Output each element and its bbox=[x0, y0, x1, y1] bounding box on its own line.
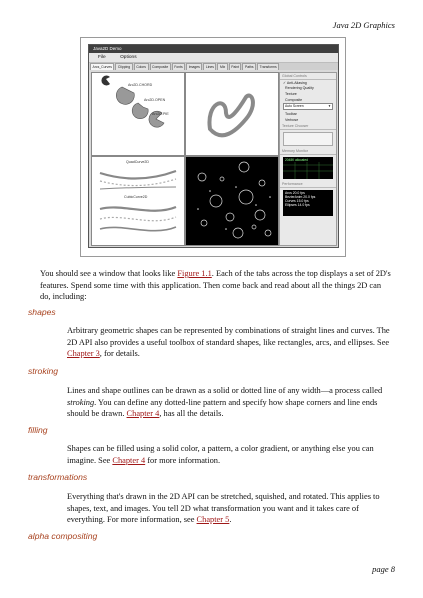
performance-title: Performance bbox=[280, 181, 336, 188]
arc-open-shape bbox=[132, 103, 148, 119]
window-title: Java2D Demo bbox=[89, 45, 338, 53]
term-stroking: stroking bbox=[28, 366, 59, 376]
option-rendering-quality[interactable]: Rendering Quality bbox=[285, 86, 314, 91]
option-verbose[interactable]: Verbose bbox=[285, 117, 299, 122]
term-shapes: shapes bbox=[28, 307, 56, 317]
tab-colors[interactable]: Colors bbox=[134, 63, 149, 70]
stroking-paragraph: Lines and shape outlines can be drawn as a solid or dotted line of any width—a process called stroking. You can define any dotted-line pattern and specify how shape corners and line ends should be drawn. Chapter 4, has all the details. bbox=[67, 386, 383, 419]
tab-transforms[interactable]: Transforms bbox=[257, 63, 279, 70]
arc-open-label: Arc2D.OPEN bbox=[144, 98, 166, 102]
term-alpha-compositing: alpha compositing bbox=[28, 531, 98, 541]
shapes-paragraph: Arbitrary geometric shapes can be represented by combinations of straight lines and curves. The 2D API also provides a useful toolbox of standard shapes, like rectangles, arcs, and ellipses. See Chapter 3, for details. bbox=[67, 326, 390, 359]
option-toolbar[interactable]: Toolbar bbox=[285, 112, 297, 117]
bezier-shape bbox=[186, 73, 278, 155]
option-composite[interactable]: Composite bbox=[285, 97, 303, 102]
transformations-paragraph: Everything that's drawn in the 2D API can be stretched, squished, and rotated. This applies to shapes, text, and images. You tell 2D what transformation you want and it takes care of everything. For more information, see Chapter 5. bbox=[67, 492, 380, 525]
perf-line: Ellipses 14.0 fps bbox=[285, 202, 310, 207]
option-anti-aliasing[interactable]: ✓ Anti-Aliasing bbox=[283, 80, 307, 85]
screen-select[interactable]: Auto Screen ▼ bbox=[283, 103, 333, 110]
arcs-panel bbox=[91, 72, 185, 156]
term-filling: filling bbox=[28, 425, 48, 435]
arc-chord-label: Arc2D.CHORD bbox=[128, 83, 153, 87]
quad-curve-label: QuadCurve2D bbox=[126, 160, 149, 164]
animation-panel bbox=[185, 156, 279, 246]
perf-line: Curves 15.0 fps bbox=[285, 198, 309, 203]
tab-clipping[interactable]: Clipping bbox=[115, 63, 132, 70]
term-transformations: transformations bbox=[28, 472, 88, 482]
arc-pie-label: Arc2D.PIE bbox=[152, 112, 169, 116]
tab-paint[interactable]: Paint bbox=[229, 63, 242, 70]
texture-swatches[interactable] bbox=[283, 132, 333, 146]
perf-line: Arcs 20.0 fps bbox=[285, 190, 305, 195]
cubic-curve-label: CubicCurve2D bbox=[124, 195, 148, 199]
menu-bar bbox=[89, 53, 338, 63]
tab-fonts[interactable]: Fonts bbox=[172, 63, 185, 70]
pacman-shape bbox=[101, 76, 110, 86]
global-controls bbox=[279, 72, 337, 246]
bezier-panel bbox=[185, 72, 279, 156]
chapter-4-link[interactable]: Chapter 4 bbox=[126, 409, 160, 419]
performance-readout bbox=[283, 190, 333, 216]
curves-panel bbox=[91, 156, 185, 246]
chapter-4-link-2[interactable]: Chapter 4 bbox=[112, 455, 146, 465]
arc-chord-shape bbox=[116, 87, 134, 104]
chapter-3-link[interactable]: Chapter 3 bbox=[67, 349, 100, 359]
tab-paths[interactable]: Paths bbox=[242, 63, 256, 70]
demo-tabs bbox=[89, 63, 338, 70]
menu-options[interactable]: Options bbox=[120, 55, 137, 60]
figure-screenshot bbox=[80, 37, 346, 257]
memory-monitor-title: Memory Monitor bbox=[280, 148, 336, 155]
texture-chooser-title: Texture Chooser bbox=[280, 123, 336, 130]
global-controls-title: Global Controls bbox=[280, 73, 336, 80]
tab-lines[interactable]: Lines bbox=[203, 63, 216, 70]
curves-drawing bbox=[92, 157, 184, 245]
option-texture[interactable]: Texture bbox=[285, 91, 297, 96]
memory-grid bbox=[283, 157, 333, 179]
circles-drawing bbox=[186, 157, 278, 245]
running-header: Java 2D Graphics bbox=[332, 20, 395, 30]
tab-composite[interactable]: Composite bbox=[150, 63, 171, 70]
figure-link[interactable]: Figure 1.1 bbox=[177, 269, 212, 278]
tab-mix[interactable]: Mix bbox=[217, 63, 227, 70]
chapter-5-link[interactable]: Chapter 5 bbox=[196, 515, 230, 525]
tab-arcs-curves[interactable]: Arcs_Curves bbox=[90, 63, 114, 70]
menu-file[interactable]: File bbox=[98, 55, 106, 60]
memory-text: 2048K allocated bbox=[285, 157, 308, 162]
perf-line: BezierAnim 20.0 fps bbox=[285, 194, 316, 199]
intro-paragraph: You should see a window that looks like Figure 1.1. Each of the tabs across the top displays a set of 2D's features. Spend some time with this application. Then come back and read about all the things 2D can do, including: bbox=[40, 269, 391, 302]
page-number: page 8 bbox=[372, 564, 395, 574]
app-window bbox=[88, 44, 339, 248]
memory-graph bbox=[283, 157, 333, 179]
filling-paragraph: Shapes can be filled using a solid color, a pattern, a color gradient, or anything else you can imagine. See Chapter 4 for more information. bbox=[67, 444, 374, 465]
tab-images[interactable]: Images bbox=[186, 63, 202, 70]
